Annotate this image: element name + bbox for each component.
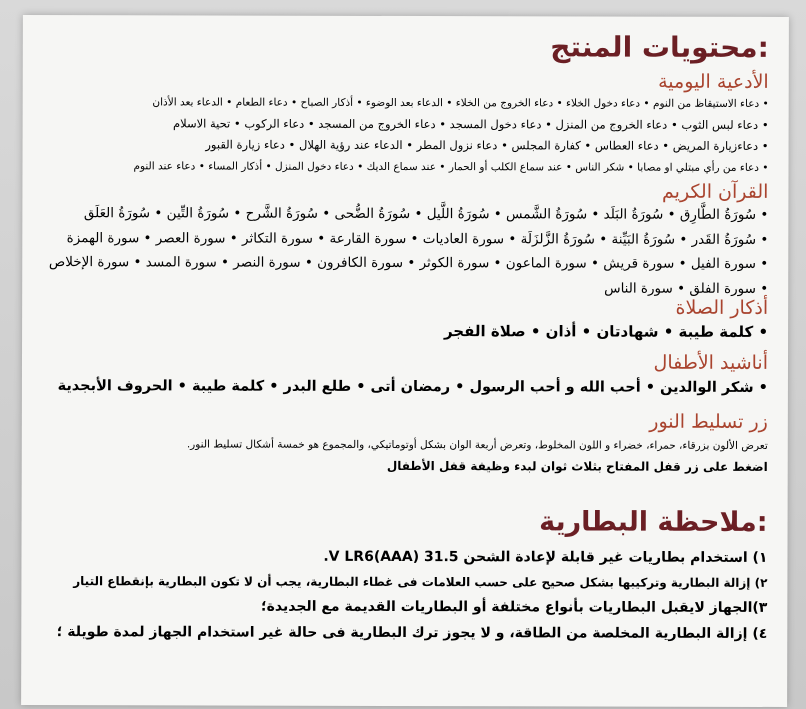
battery-note: ٤) إزالة البطارية المخلصة من الطاقة، و لا يجوز ترك البطارية فى حالة غير استخدام الجهاز لمدة طويلة ؛ — [56, 624, 768, 642]
duas-line: • دعاءزيارة المريض • دعاء العطاس • كفارة المجلس • دعاء نزول المطر • الدعاء عند رؤية الهلال • دعاء زيارة القبور — [205, 137, 769, 153]
duas-line: • دعاء الاستيقاظ من النوم • دعاء دخول الخلاء • دعاء الخروج من الخلاء • الدعاء بعد الوضوء • أذكار الصباح • دعاء الطعام • الدعاء بعد الأذان — [152, 96, 769, 110]
battery-notes — [41, 549, 767, 641]
songs-list — [42, 379, 768, 395]
prayer-list — [42, 323, 768, 340]
songs-line: • شكر الوالدين • أحب الله و أحب الرسول • رمضان أتى • طلع البدر • كلمة طيبة • الحروف الأبجدية — [57, 378, 768, 396]
songs-heading: أناشيد الأطفال — [653, 351, 769, 374]
quran-line: • سورة الفيل • سورة قريش • سورة الماعون • سورة الكوثر • سورة الكافرون • سورة النصر • سورة المسد • سورة الإخلاص — [48, 254, 769, 272]
quran-line: • سورة الفلق • سورة الناس — [604, 280, 769, 297]
prayer-line: • كلمة طيبة • شهادتان • أذان • صلاة الفجر — [443, 322, 769, 341]
quran-line: • سُورَةُ الطَّارِق • سُورَةُ البَلَد • سُورَةُ الشَّمس • سُورَةُ اللَّيل • سُورَةُ الضُّحى • سُورَةُ الشَّرح • سُورَةُ التِّين • سُورَةُ العَلَق — [83, 205, 769, 223]
duas-line: • دعاء لبس الثوب • دعاء الخروج من المنزل • دعاء دخول المسجد • دعاء الخروج من المسجد • دعاء الركوب • تحية الاسلام — [172, 115, 769, 132]
duas-list — [42, 97, 768, 173]
light-line: اضغط على زر قفل المفتاح بثلاث ثوان لبدء وظيفة قفل الأطفال — [386, 458, 768, 474]
light-description — [42, 439, 768, 472]
battery-note: ١) استخدام بطاريات غير قابلة لإعادة الشحن 31.5 V LR6(AAA). — [323, 548, 768, 566]
instruction-sheet — [21, 15, 789, 707]
battery-note: ٢) إزالة البطارية وتركيبها بشكل صحيح على حسب العلامات فى غطاء البطارية، يجب أن لا تكون البطارية بإنقطاع التيار — [73, 574, 768, 590]
quran-line: • سُورَةُ القَدر • سُورَةُ البَيِّنة • سُورَةُ الزَّلزَلَة • سورة العاديات • سورة القارعة • سورة التكاثر • سورة العصر • سورة الهمزة — [66, 229, 769, 248]
quran-heading: القرآن الكريم — [661, 180, 769, 203]
battery-note: ٣)الجهاز لايقبل البطاريات بأنواع مختلفة أو البطاريات القديمة مع الجديدة؛ — [261, 598, 768, 616]
duas-heading: الأدعية اليومية — [658, 70, 769, 93]
battery-note-title: ملاحظة البطارية: — [539, 506, 768, 538]
product-contents-title: محتويات المنتج: — [550, 30, 769, 64]
light-line: تعرض الألون بزرقاء، حمراء، خضراء و اللون المخلوط، وتعرض أربعة الوان بشكل أوتوماتيكي، والمجموع هو خمسة أشكال تسليط النور. — [186, 438, 768, 452]
prayer-heading: أذكار الصلاة — [675, 296, 769, 319]
quran-list — [42, 207, 768, 296]
duas-line: • دعاء من رأي مبتلي او مصابا • شكر الناس • عند سماع الكلب أو الحمار • عند سماع الديك • دعاء دخول المنزل • أذكار المساء • دعاء عند النوم — [133, 159, 769, 174]
light-heading: زر تسليط النور — [649, 410, 768, 433]
